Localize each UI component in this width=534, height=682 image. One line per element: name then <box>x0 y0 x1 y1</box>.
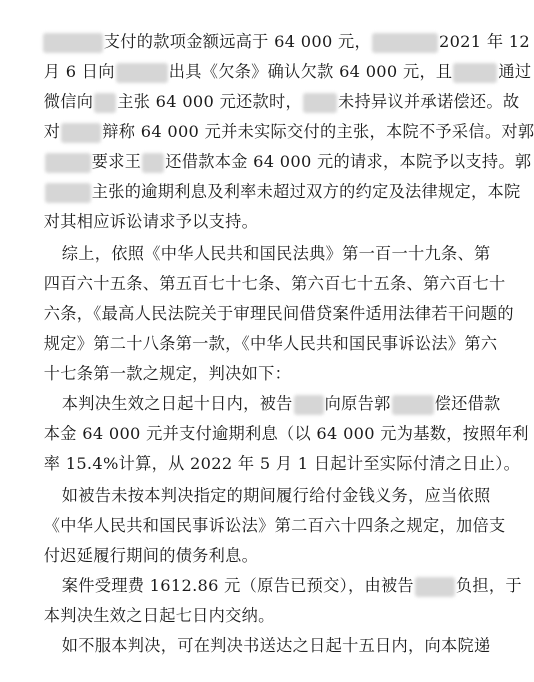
text-line <box>40 610 491 655</box>
text-segment: 主张的逾期利息及利率未超过双方的约定及法律规定，本院 <box>91 182 521 201</box>
text-segment: 还借款本金 64 000 元的请求，本院予以支持。郭 <box>165 152 532 171</box>
text-line <box>22 248 506 293</box>
text-segment: 十七条第一款之规定，判决如下： <box>43 364 292 383</box>
text-line <box>22 580 275 625</box>
text-line <box>22 186 259 231</box>
text-segment: 2021 年 12 <box>438 32 530 51</box>
redaction-block <box>415 577 455 597</box>
text-segment: 负担，于 <box>455 576 522 595</box>
text-segment: 对 <box>43 122 61 141</box>
text-segment: 出具《欠条》确认欠款 64 000 元，且 <box>168 62 453 81</box>
text-line <box>22 520 259 565</box>
text-segment: 辩称 64 000 元并未实际交付的主张，本院不予采信。对郭 <box>102 122 534 141</box>
text-segment: 未持异议并承诺偿还。故 <box>338 92 520 111</box>
text-segment: 向原告郭 <box>324 394 391 413</box>
text-line <box>22 126 532 171</box>
text-segment: 四百六十五条、第五百七十七条、第六百七十五条、第六百七十 <box>43 274 506 293</box>
text-line <box>20 6 530 51</box>
text-segment: 支付的款项金额远高于 64 000 元， <box>103 32 371 51</box>
text-line <box>22 36 532 81</box>
text-line <box>22 278 514 323</box>
text-segment: 月 6 日向 <box>43 62 115 81</box>
text-line <box>40 550 522 595</box>
text-segment: 主张 64 000 元还款时， <box>117 92 303 111</box>
text-line <box>22 398 529 443</box>
text-line <box>22 490 506 535</box>
text-line <box>22 308 498 353</box>
text-segment: 本判决生效之日起十日内，被告 <box>61 394 293 413</box>
text-segment: 《中华人民共和国民事诉讼法》第二百六十四条之规定，加倍支 <box>43 516 506 535</box>
text-line <box>40 218 491 263</box>
text-segment: 微信向 <box>43 92 94 111</box>
text-segment: 案件受理费 1612.86 元（原告已预交），由被告 <box>61 576 414 595</box>
text-line <box>22 96 534 141</box>
text-segment: 如不服本判决，可在判决书送达之日起十五日内，向本院递 <box>61 636 491 655</box>
text-segment: 规定》第二十八条第一款，《中华人民共和国民事诉讼法》第六 <box>43 334 498 353</box>
text-segment: 本判决生效之日起七日内交纳。 <box>43 606 275 625</box>
text-segment: 对其相应诉讼请求予以支持。 <box>43 212 259 231</box>
text-line <box>22 428 521 473</box>
text-line <box>22 156 521 201</box>
text-segment: 付迟延履行期间的债务利息。 <box>43 546 259 565</box>
text-line <box>40 368 501 413</box>
text-segment: 通过 <box>498 62 532 81</box>
text-segment: 偿还借款 <box>434 394 501 413</box>
text-segment: 综上，依照《中华人民共和国民法典》第一百一十九条、第 <box>61 244 491 263</box>
text-segment: 如被告未按本判决指定的期间履行给付金钱义务，应当依照 <box>61 486 491 505</box>
text-segment: 本金 64 000 元并支付逾期利息（以 64 000 元为基数，按照年利 <box>43 424 529 443</box>
text-line <box>40 460 491 505</box>
text-segment: 六条，《最高人民法院关于审理民间借贷案件适用法律若干问题的 <box>43 304 514 323</box>
text-segment: 率 15.4%计算，从 2022 年 5 月 1 日起计至实际付清之日止）。 <box>43 454 521 473</box>
text-segment: 要求王 <box>91 152 142 171</box>
text-line <box>22 338 292 383</box>
